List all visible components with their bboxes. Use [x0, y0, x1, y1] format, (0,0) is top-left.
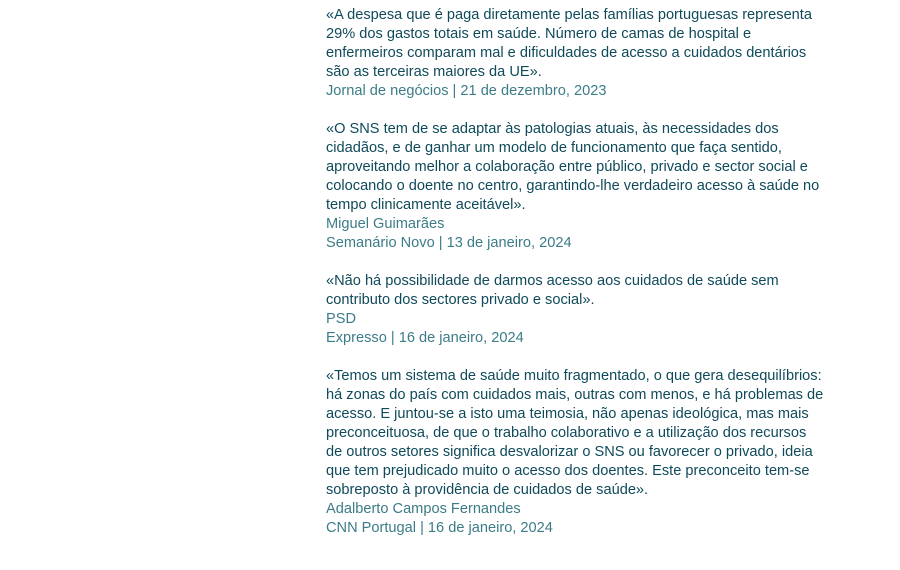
quote-text: «O SNS tem de se adaptar às patologias atuais, às necessidades dos cidadãos, e de ganhar um modelo de funcionamento que faça sentido, aproveitando melhor a colaboração entre público, privado e sector social e colocando o doente no centro, garantindo-lhe verdadeiro acesso à saúde no tempo clinicamente aceitável».	[326, 121, 820, 213]
quote-author: PSD	[326, 311, 357, 327]
quote-source: Semanário Novo | 13 de janeiro, 2024	[326, 235, 572, 251]
quote-source: Expresso | 16 de janeiro, 2024	[326, 330, 524, 346]
quote-text: «A despesa que é paga diretamente pelas famílias portuguesas representa 29% dos gastos totais em saúde. Número de camas de hospital e enfermeiros comparam mal e dificuldades de acesso a cuidados dentários são as terceiras maiores da UE».	[326, 7, 812, 80]
quote-source: Jornal de negócios | 21 de dezembro, 2023	[326, 83, 607, 99]
quote-source: CNN Portugal | 16 de janeiro, 2024	[326, 520, 553, 536]
quote-text: «Temos um sistema de saúde muito fragmentado, o que gera desequilíbrios: há zonas do país com cuidados mais, outras com menos, e há problemas de acesso. E juntou-se a isto uma teimosia, não apenas ideológica, mas mais preconceituosa, de que o trabalho colaborativo e a utilização dos recursos de outros setores significa desvalorizar o SNS ou favorecer o privado, ideia que tem prejudicado muito o acesso dos doentes. Este preconceito tem-se sobreposto à providência de cuidados de saúde».	[326, 368, 824, 498]
quote-block-2	[326, 120, 826, 253]
quotes-column	[326, 6, 826, 557]
quote-block-3	[326, 272, 826, 348]
quote-block-4	[326, 367, 826, 538]
quote-author: Adalberto Campos Fernandes	[326, 501, 521, 517]
quote-block-1	[326, 6, 826, 101]
quote-author: Miguel Guimarães	[326, 216, 445, 232]
quote-text: «Não há possibilidade de darmos acesso aos cuidados de saúde sem contributo dos sectores privado e social».	[326, 273, 779, 308]
